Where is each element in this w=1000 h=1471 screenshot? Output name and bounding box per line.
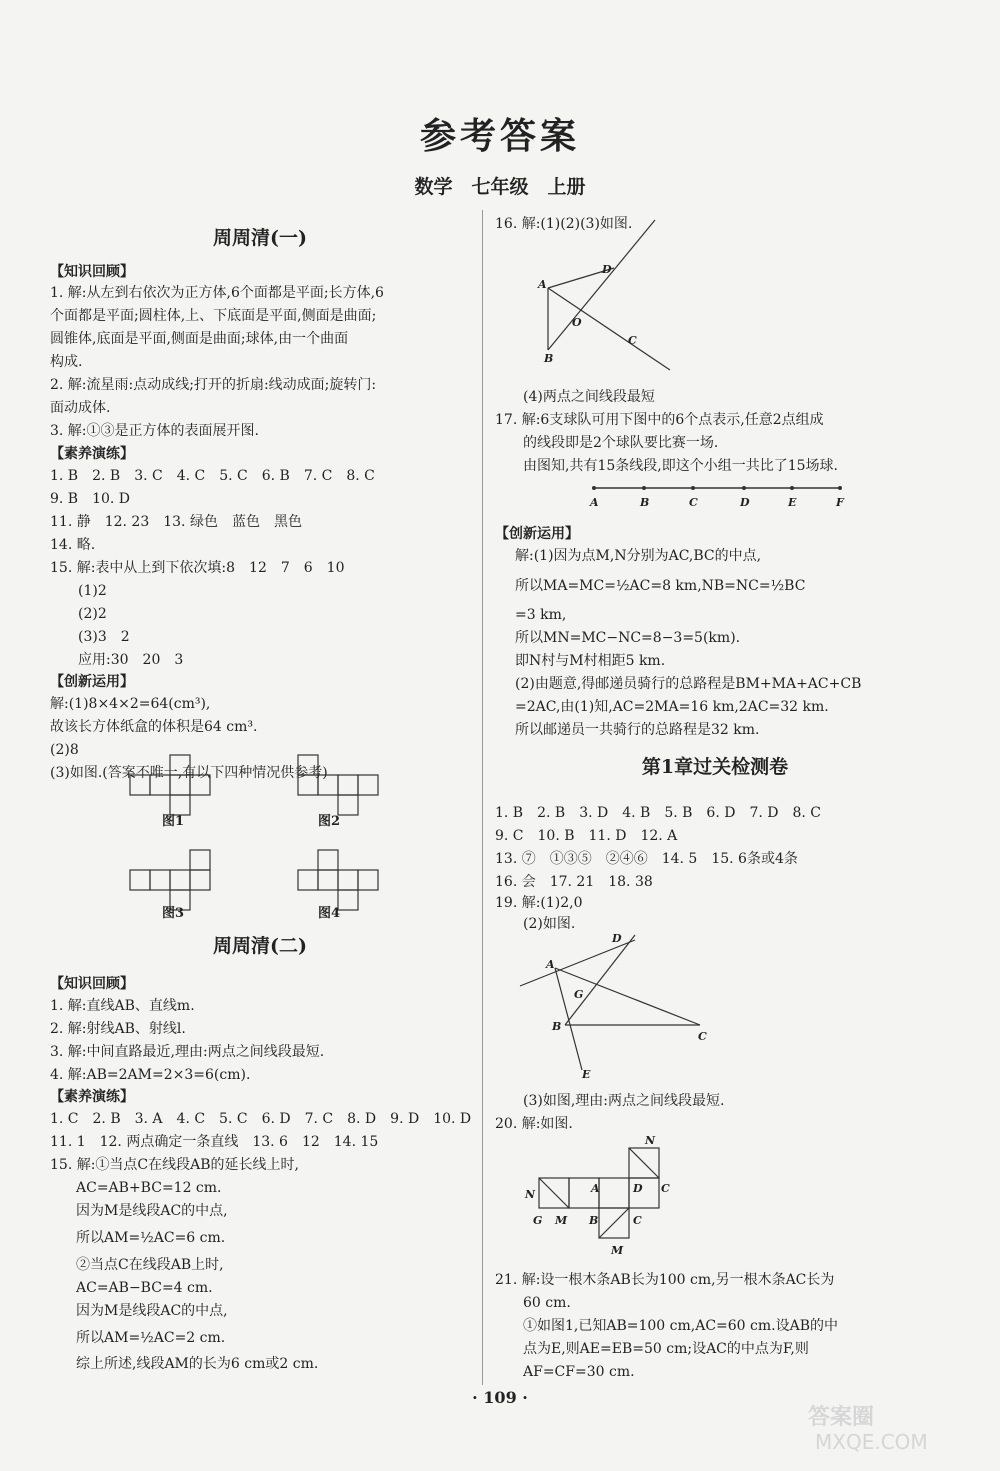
svg-text:N: N xyxy=(525,1188,536,1201)
svg-text:C: C xyxy=(633,1214,642,1227)
cube-net-1 xyxy=(130,755,210,815)
answer-line: 因为M是线段AC的中点, xyxy=(76,1303,228,1319)
answer-line: 15. 解:①当点C在线段AB的延长线上时, xyxy=(50,1157,299,1173)
answer-line: 3. 解:①③是正方体的表面展开图. xyxy=(50,423,259,439)
answer-line: (3)3 2 xyxy=(78,629,130,645)
answer-line: 的线段即是2个球队要比赛一场. xyxy=(523,435,719,451)
answer-line: 解:(1)8×4×2=64(cm³), xyxy=(50,696,211,712)
answer-line: 即N村与M村相距5 km. xyxy=(515,653,666,669)
answer-line: 16. 会 17. 21 18. 38 xyxy=(495,874,653,890)
svg-text:E: E xyxy=(582,1068,591,1081)
answer-line: 13. ⑦ ①③⑤ ②④⑥ 14. 5 15. 6条或4条 xyxy=(495,851,798,867)
answer-line: 所以邮递员一共骑行的总路程是32 km. xyxy=(515,722,760,738)
point-label: O xyxy=(572,316,582,329)
answer-line: 点为E,则AE=EB=50 cm;设AC的中点为F,则 xyxy=(523,1341,809,1357)
svg-text:M: M xyxy=(611,1244,624,1257)
answer-line: 16. 解:(1)(2)(3)如图. xyxy=(495,216,633,232)
figure-16-geometry xyxy=(520,240,680,380)
point-label: C xyxy=(628,334,637,347)
answer-line: 1. C 2. B 3. A 4. C 5. C 6. D 7. C 8. D 9. D 10. D xyxy=(50,1111,472,1127)
cube-net-4 xyxy=(298,850,378,910)
svg-text:B: B xyxy=(640,496,650,509)
svg-text:A: A xyxy=(590,496,599,509)
watermark-url: MXQE.COM xyxy=(815,1430,928,1454)
subsection-label: 【素养演练】 xyxy=(50,446,134,462)
point-label: D xyxy=(602,263,612,276)
answer-line: 14. 略. xyxy=(50,537,96,553)
answer-line: =2AC,由(1)知,AC=2MA=16 km,2AC=32 km. xyxy=(515,699,829,715)
svg-text:D: D xyxy=(633,1182,643,1195)
watermark-logo: 答案圈 xyxy=(808,1405,875,1430)
section-heading: 周周清(一) xyxy=(213,227,307,249)
svg-text:C: C xyxy=(661,1182,670,1195)
answer-line: 综上所述,线段AM的长为6 cm或2 cm. xyxy=(76,1356,319,1372)
svg-text:C: C xyxy=(698,1030,707,1043)
answer-line: AF=CF=30 cm. xyxy=(523,1364,635,1380)
figure-17-points-line xyxy=(590,482,850,512)
section-heading: 第1章过关检测卷 xyxy=(641,756,789,778)
answer-line: 21. 解:设一根木条AB长为100 cm,另一根木条AC长为 xyxy=(495,1272,835,1288)
answer-line: (2)由题意,得邮递员骑行的总路程是BM+MA+AC+CB xyxy=(515,676,862,692)
answer-line: (3)如图.(答案不唯一,有以下四种情况供参考) xyxy=(50,765,328,781)
answer-line: AC=AB−BC=4 cm. xyxy=(76,1280,213,1296)
answer-line: =3 km, xyxy=(515,607,567,623)
answer-line: 所以AM=½AC=2 cm. xyxy=(76,1330,226,1346)
answer-line: 1. B 2. B 3. C 4. C 5. C 6. B 7. C 8. C xyxy=(50,468,375,484)
svg-text:A: A xyxy=(546,958,555,971)
answer-line: 因为M是线段AC的中点, xyxy=(76,1203,228,1219)
answer-line: 2. 解:流星雨:点动成线;打开的折扇:线动成面;旋转门: xyxy=(50,377,377,393)
svg-text:B: B xyxy=(589,1214,599,1227)
svg-text:F: F xyxy=(836,496,844,509)
cube-net-2 xyxy=(298,755,378,815)
answer-line: ②当点C在线段AB上时, xyxy=(76,1257,224,1273)
answer-line: 面动成体. xyxy=(50,400,111,416)
answer-line: (2)2 xyxy=(78,606,107,622)
answer-line: 19. 解:(1)2,0 xyxy=(495,895,583,911)
answer-line: (2)8 xyxy=(50,742,79,758)
answer-line: 9. B 10. D xyxy=(50,491,131,507)
page-subtitle: 数学 七年级 上册 xyxy=(414,176,586,198)
answer-line: (4)两点之间线段最短 xyxy=(523,389,655,405)
answer-line: ①如图1,已知AB=100 cm,AC=60 cm.设AB的中 xyxy=(523,1318,839,1334)
cube-net-figures xyxy=(130,760,380,920)
figure-caption: 图3 xyxy=(162,906,185,921)
figure-20-cube-net xyxy=(525,1130,685,1260)
answer-line: (1)2 xyxy=(78,583,107,599)
answer-line: 1. B 2. B 3. D 4. B 5. B 6. D 7. D 8. C xyxy=(495,805,821,821)
svg-text:G: G xyxy=(574,988,584,1001)
subsection-label: 【知识回顾】 xyxy=(50,264,134,280)
answer-line: 17. 解:6支球队可用下图中的6个点表示,任意2点组成 xyxy=(495,412,824,428)
svg-text:D: D xyxy=(740,496,750,509)
answer-line: AC=AB+BC=12 cm. xyxy=(76,1180,222,1196)
figure-caption: 图2 xyxy=(318,814,341,829)
svg-text:N: N xyxy=(645,1134,656,1147)
answer-line: 60 cm. xyxy=(523,1295,571,1311)
answer-line: 应用:30 20 3 xyxy=(78,652,184,668)
answer-line: 3. 解:中间直路最近,理由:两点之间线段最短. xyxy=(50,1044,325,1060)
answer-line: 解:(1)因为点M,N分别为AC,BC的中点, xyxy=(515,548,762,564)
answer-line: 个面都是平面;圆柱体,上、下底面是平面,侧面是曲面; xyxy=(50,308,377,324)
answer-line: 20. 解:如图. xyxy=(495,1116,573,1132)
section-heading: 周周清(二) xyxy=(213,935,307,957)
svg-text:G: G xyxy=(533,1214,543,1227)
figure-caption: 图1 xyxy=(162,814,185,829)
answer-line: 11. 1 12. 两点确定一条直线 13. 6 12 14. 15 xyxy=(50,1134,379,1150)
answer-line: 11. 静 12. 23 13. 绿色 蓝色 黑色 xyxy=(50,514,302,530)
answer-line: 圆锥体,底面是平面,侧面是曲面;球体,由一个曲面 xyxy=(50,331,349,347)
answer-line: 1. 解:从左到右依次为正方体,6个面都是平面;长方体,6 xyxy=(50,285,384,301)
answer-line: (2)如图. xyxy=(523,916,576,932)
answer-line: 2. 解:射线AB、射线l. xyxy=(50,1021,186,1037)
figure-19-geometry xyxy=(520,930,720,1080)
answer-line: (3)如图,理由:两点之间线段最短. xyxy=(523,1093,725,1109)
answer-line: 1. 解:直线AB、直线m. xyxy=(50,998,195,1014)
svg-text:C: C xyxy=(689,496,698,509)
figure-caption: 图4 xyxy=(318,906,341,921)
answer-line: 9. C 10. B 11. D 12. A xyxy=(495,828,678,844)
page-number: · 109 · xyxy=(472,1388,528,1407)
answer-line: 由图知,共有15条线段,即这个小组一共比了15场球. xyxy=(523,458,838,474)
point-label: A xyxy=(538,278,547,291)
page-title: 参考答案 xyxy=(419,115,580,157)
answer-line: 所以MN=MC−NC=8−3=5(km). xyxy=(515,630,741,646)
answer-line: 所以AM=½AC=6 cm. xyxy=(76,1230,226,1246)
subsection-label: 【素养演练】 xyxy=(50,1089,134,1105)
svg-text:M: M xyxy=(555,1214,568,1227)
column-divider xyxy=(482,210,483,1385)
answer-line: 4. 解:AB=2AM=2×3=6(cm). xyxy=(50,1067,251,1083)
svg-text:B: B xyxy=(552,1020,562,1033)
subsection-label: 【创新运用】 xyxy=(50,674,134,690)
cube-net-3 xyxy=(130,850,210,910)
answer-line: 故该长方体纸盒的体积是64 cm³. xyxy=(50,719,258,735)
answer-line: 所以MA=MC=½AC=8 km,NB=NC=½BC xyxy=(515,578,806,594)
svg-text:D: D xyxy=(612,932,622,945)
answer-line: 15. 解:表中从上到下依次填:8 12 7 6 10 xyxy=(50,560,345,576)
subsection-label: 【知识回顾】 xyxy=(50,976,134,992)
svg-text:A: A xyxy=(591,1182,600,1195)
point-label: B xyxy=(544,352,554,365)
subsection-label: 【创新运用】 xyxy=(495,526,579,542)
svg-text:E: E xyxy=(788,496,797,509)
answer-line: 构成. xyxy=(50,354,83,370)
